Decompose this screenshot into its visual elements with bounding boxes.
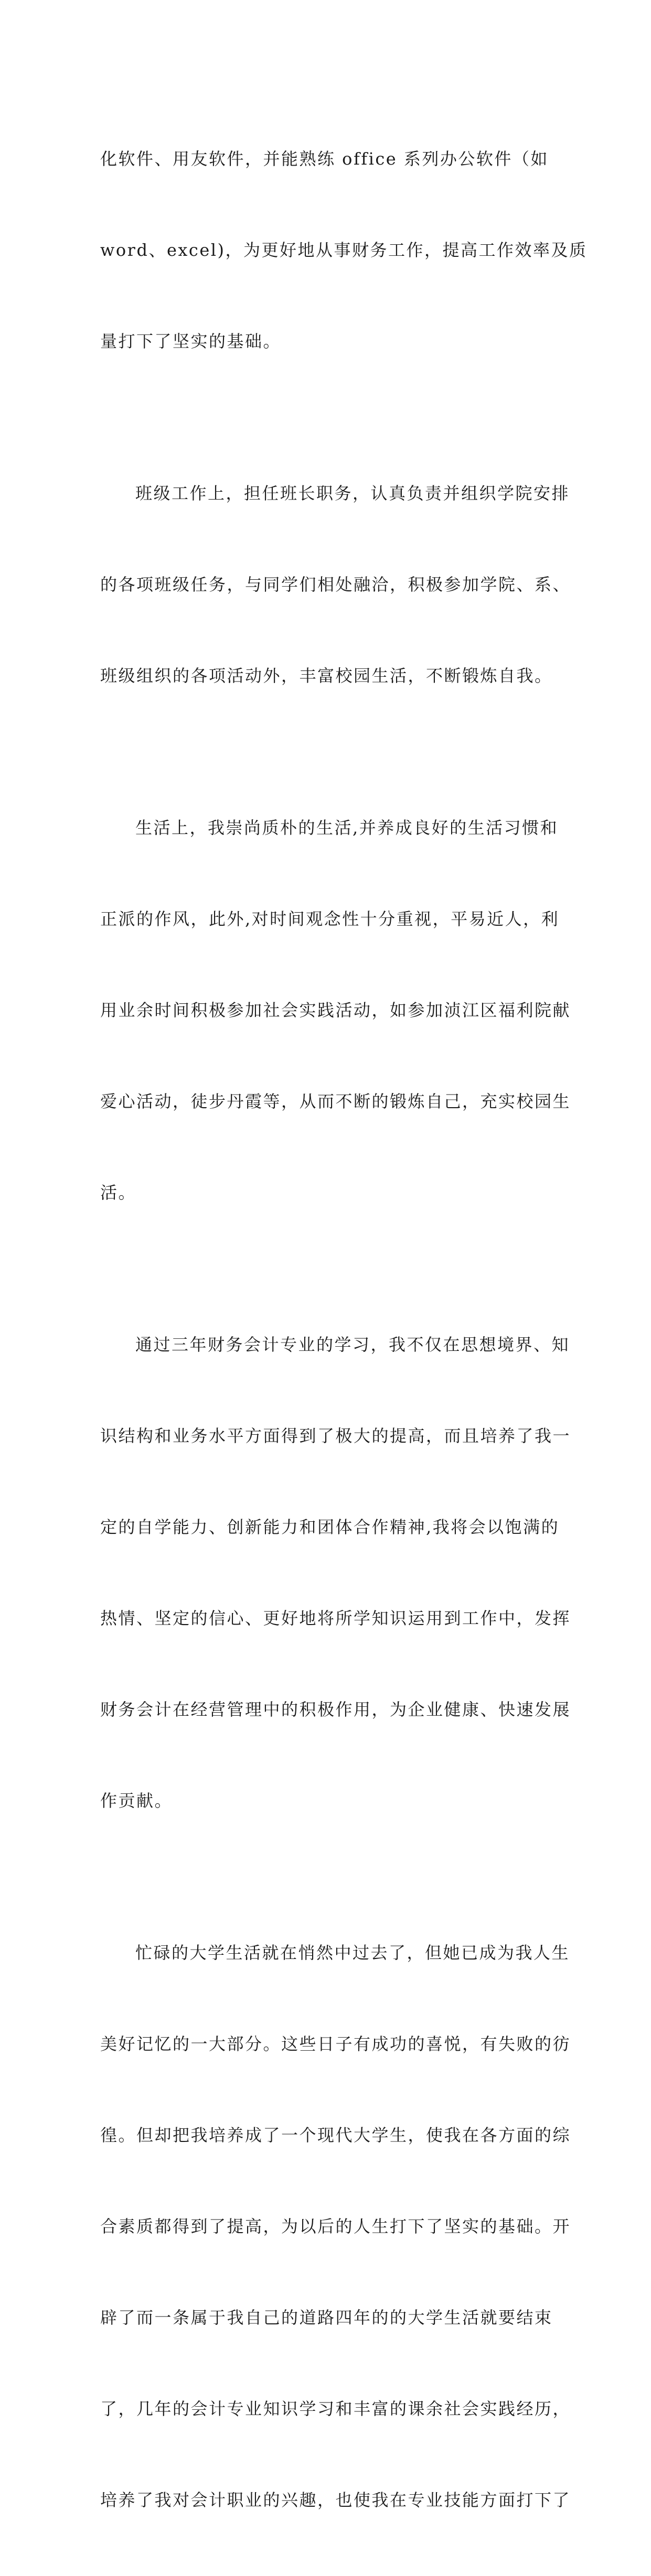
text-line: 生活上，我崇尚质朴的生活,并养成良好的生活习惯和 (135, 818, 559, 838)
text-line: 培养了我对会计职业的兴趣，也使我在专业技能方面打下了 (100, 2490, 571, 2510)
text-line: 徨。但却把我培养成了一个现代大学生，使我在各方面的综 (100, 2125, 571, 2145)
text-line: 识结构和业务水平方面得到了极大的提高，而且培养了我一 (100, 1426, 571, 1446)
text-line: 财务会计在经营管理中的积极作用，为企业健康、快速发展 (100, 1700, 571, 1719)
text-line: 班级工作上，担任班长职务，认真负责并组织学院安排 (135, 483, 570, 503)
text-line: word、excel)，为更好地从事财务工作，提高工作效率及质 (100, 240, 588, 260)
text-line: 合素质都得到了提高，为以后的人生打下了坚实的基础。开 (100, 2216, 571, 2236)
text-line: 了，几年的会计专业知识学习和丰富的课余社会实践经历， (100, 2399, 571, 2419)
text-line: 作贡献。 (100, 1791, 173, 1811)
paragraph-college-life (100, 1877, 571, 2576)
paragraph-study-summary (100, 1269, 571, 1877)
paragraph-software-skills (100, 83, 588, 417)
text-line: 热情、坚定的信心、更好地将所学知识运用到工作中，发挥 (100, 1608, 571, 1628)
paragraph-class-work (100, 417, 571, 752)
text-line: 化软件、用友软件，并能熟练 office 系列办公软件（如 (100, 149, 549, 169)
document-body (100, 83, 588, 2576)
text-line: 美好记忆的一大部分。这些日子有成功的喜悦，有失败的彷 (100, 2034, 571, 2054)
text-line: 活。 (100, 1183, 137, 1203)
paragraph-life (100, 752, 571, 1269)
text-line: 量打下了坚实的基础。 (100, 331, 282, 351)
text-line: 定的自学能力、创新能力和团体合作精神,我将会以饱满的 (100, 1517, 560, 1537)
text-line: 通过三年财务会计专业的学习，我不仅在思想境界、知 (135, 1335, 570, 1355)
text-line: 爱心活动，徒步丹霞等，从而不断的锻炼自己，充实校园生 (100, 1091, 571, 1111)
text-line: 忙碌的大学生活就在悄然中过去了，但她已成为我人生 (135, 1943, 570, 1963)
text-line: 用业余时间积极参加社会实践活动，如参加浈江区福利院献 (100, 1000, 571, 1020)
text-line: 正派的作风，此外,对时间观念性十分重视，平易近人，利 (100, 909, 560, 929)
text-line: 的各项班级任务，与同学们相处融洽，积极参加学院、系、 (100, 575, 571, 594)
text-line: 辟了而一条属于我自己的道路四年的的大学生活就要结束 (100, 2308, 553, 2328)
text-line: 班级组织的各项活动外，丰富校园生活，不断锻炼自我。 (100, 666, 553, 686)
